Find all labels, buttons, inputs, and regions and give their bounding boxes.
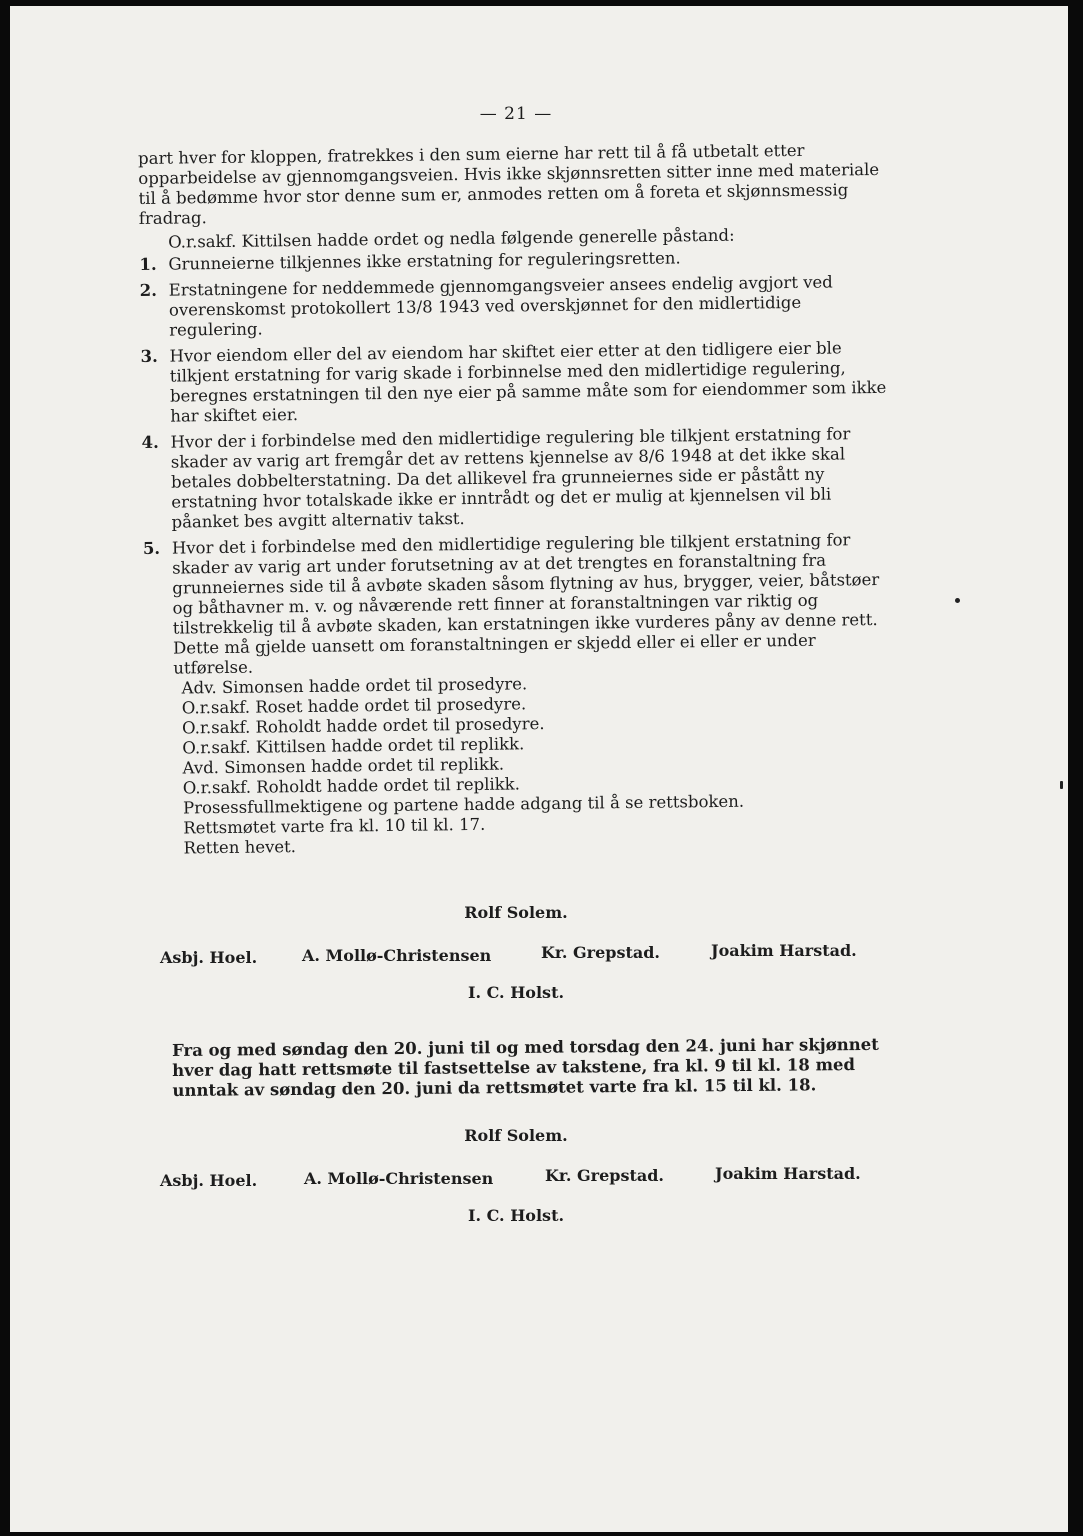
- proceeding-line: O.r.sakf. Roset hadde ordet til prosedyre.: [181, 694, 527, 718]
- signature-member: Asbj. Hoel.: [160, 1171, 258, 1190]
- claim-item: [141, 424, 894, 533]
- closing-paragraph: Fra og med søndag den 20. juni til og med torsdag den 24. juni har skjønnet hver dag hatt rettsmøte til fastsettelse av takstene, fra kl. 9 til kl. 18 med unntak av søndag den 20. juni da rettsmøtet varte fra kl. 15 til kl. 18.: [172, 1034, 879, 1100]
- claim-number: 4.: [141, 432, 159, 452]
- intro-paragraph: part hver for kloppen, fratrekkes i den sum eierne har rett til å få utbetalt etter opparbeidelse av gjennomgangsveien. Hvis ikke skjønnsretten sitter inne med materiale til å bedømme hvor stor denne sum er, anmodes retten om å foreta et skjønnsmessig fradrag.: [138, 140, 880, 228]
- proceeding-line: O.r.sakf. Roholdt hadde ordet til replikk.: [182, 774, 521, 798]
- claim-item: [140, 338, 893, 427]
- proceeding-line: Adv. Simonsen hadde ordet til prosedyre.: [181, 674, 528, 698]
- claim-number: 5.: [142, 538, 161, 558]
- claim-item: [140, 272, 893, 341]
- signature-member: Joakim Harstad.: [711, 941, 857, 960]
- proceeding-line: Retten hevet.: [183, 837, 297, 858]
- signature-chair: Rolf Solem.: [464, 903, 568, 922]
- signature-block-1: [10, 903, 1068, 1002]
- proceedings-list: [144, 670, 898, 859]
- main-text: [138, 140, 899, 859]
- proceeding-line: O.r.sakf. Kittilsen hadde ordet til replikk.: [182, 734, 525, 758]
- claim-number: 1.: [139, 254, 157, 274]
- proceeding-line: Avd. Simonsen hadde ordet til replikk.: [182, 754, 505, 778]
- scan-speck: [955, 598, 960, 603]
- signature-member: Asbj. Hoel.: [160, 948, 258, 967]
- claim-number: 2.: [139, 280, 158, 300]
- page-number: — 21 —: [479, 104, 553, 124]
- signature-member: Kr. Grepstad.: [541, 943, 660, 962]
- signature-member: A. Mollø-Christensen: [304, 1169, 494, 1188]
- signature-members: [10, 941, 1068, 967]
- document-page: [10, 6, 1068, 1532]
- claim-text: Grunneierne tilkjennes ikke erstatning for reguleringsretten.: [168, 248, 681, 274]
- signature-clerk: I. C. Holst.: [467, 983, 565, 1002]
- signature-block-2: [10, 1126, 1068, 1225]
- statement-intro: O.r.sakf. Kittilsen hadde ordet og nedla følgende generelle påstand:: [168, 225, 735, 252]
- signature-clerk: I. C. Holst.: [467, 1206, 565, 1225]
- scan-speck: [1060, 781, 1063, 789]
- signature-member: Kr. Grepstad.: [545, 1166, 664, 1185]
- claim-number: 3.: [140, 346, 158, 366]
- claim-text: Erstatningene for neddemmede gjennomgangsveier ansees endelig avgjort ved overenskomst protokollert 13/8 1943 ved overskjønnet for den midlertidige regulering.: [168, 272, 833, 340]
- claim-text: Hvor det i forbindelse med den midlertidige regulering ble tilkjent erstatning for skader av varig art under forutsetning av at det trengtes en foranstaltning fra grunneiernes side til å avbøte skaden såsom flytning av hus, brygger, veier, båtstøer og båthavner m. v. og nåværende rett finner at foranstaltningen var riktig og tilstrekkelig til å avbøte skaden, kan erstatningen ikke vurderes påny av denne rett. Dette må gjelde uansett om foranstaltningen er skjedd eller ei eller er under utførelse.: [171, 530, 880, 678]
- signature-members: [10, 1164, 1068, 1190]
- signature-member: Joakim Harstad.: [715, 1164, 861, 1183]
- signature-chair: Rolf Solem.: [464, 1126, 568, 1145]
- claim-text: Hvor der i forbindelse med den midlertidige regulering ble tilkjent erstatning for skader av varig art fremgår det av rettens kjennelse av 8/6 1948 at det ikke skal betales dobbelterstatning. Da det allikevel fra grunneiernes side er påstått ny erstatning hvor totalskade ikke er inntrådt og det er mulig at kjennelsen vil bli påanket bes avgitt alternativ takst.: [170, 424, 851, 532]
- claim-item: [143, 530, 897, 679]
- proceeding-line: Rettsmøtet varte fra kl. 10 til kl. 17.: [183, 814, 486, 838]
- proceeding-line: O.r.sakf. Roholdt hadde ordet til prosedyre.: [181, 714, 545, 738]
- signature-member: A. Mollø-Christensen: [302, 946, 492, 965]
- proceeding-line: Prosessfullmektigene og partene hadde adgang til å se rettsboken.: [182, 791, 745, 818]
- claim-text: Hvor eiendom eller del av eiendom har skiftet eier etter at den tidligere eier ble tilkjent erstatning for varig skade i forbinnelse med den midlertidige regulering, beregnes erstatningen til den nye eier på samme måte som for eiendommer som ikke har skiftet eier.: [169, 338, 887, 426]
